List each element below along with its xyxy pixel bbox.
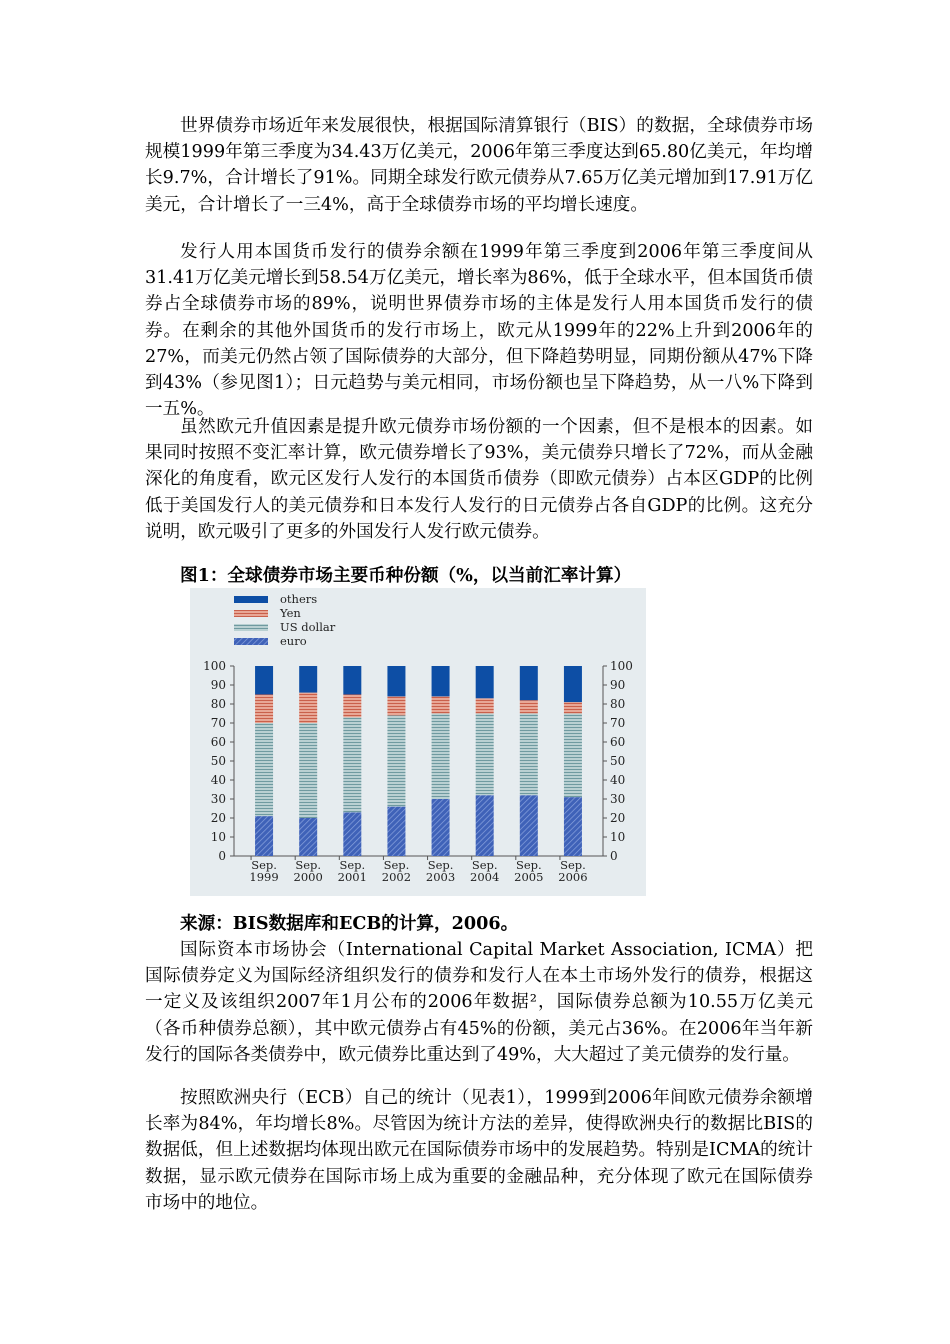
y-tick-label-right: 100 (610, 659, 633, 673)
y-tick-label-left: 0 (218, 849, 226, 863)
y-tick-label-left: 20 (210, 811, 226, 825)
bar-others-sep-2006 (564, 666, 582, 702)
y-tick-label-right: 10 (610, 830, 626, 844)
bar-others-sep-2002 (387, 666, 405, 696)
bar-us-dollar-sep-2005 (520, 714, 538, 796)
y-tick-label-left: 40 (210, 773, 226, 787)
paragraph-5: 按照欧洲央行（ECB）自己的统计（见表1），1999到2006年间欧元债券余额增长率为84%，年均增长8%。尽管因为统计方法的差异，使得欧洲央行的数据比BIS的数据低，但上述数据均体现出欧元在国际债券市场中的发展趋势。特别是ICMA的统计数据，显示欧元债券在国际市场上成为重要的金融品种，充分体现了欧元在国际债券市场中的地位。 (145, 1088, 813, 1213)
y-tick-label-right: 80 (610, 697, 626, 711)
y-tick-label-left: 60 (210, 735, 226, 749)
figure-chart (190, 588, 646, 896)
bar-others-sep-2000 (299, 666, 317, 693)
bar-us-dollar-sep-2002 (387, 715, 405, 806)
bar-others-sep-2001 (343, 666, 361, 695)
y-tick-label-right: 50 (610, 754, 626, 768)
x-tick-label: 2002 (381, 870, 412, 884)
bar-euro-sep-2001 (343, 812, 361, 856)
y-tick-label-left: 30 (210, 792, 226, 806)
bar-us-dollar-sep-2000 (299, 723, 317, 818)
y-tick-label-right: 20 (610, 811, 626, 825)
bar-yen-sep-2004 (476, 698, 494, 713)
legend-swatch-us-dollar (234, 624, 268, 631)
x-tick-label: Sep. (427, 858, 454, 872)
legend-label-us-dollar: US dollar (280, 620, 336, 634)
legend-swatch-euro (234, 638, 268, 645)
chart-svg (190, 588, 646, 896)
y-tick-label-right: 30 (610, 792, 626, 806)
x-tick-label: 1999 (249, 870, 279, 884)
x-tick-label: Sep. (560, 858, 586, 872)
bar-us-dollar-sep-2004 (476, 714, 494, 796)
legend-swatch-yen (234, 610, 268, 617)
bar-us-dollar-sep-2006 (564, 714, 582, 798)
bar-others-sep-2004 (476, 666, 494, 698)
x-tick-label: Sep. (339, 858, 366, 872)
bar-euro-sep-2000 (299, 818, 317, 856)
paragraph-3: 虽然欧元升值因素是提升欧元债券市场份额的一个因素，但不是根本的因素。如果同时按照不变汇率计算，欧元债券增长了93%，美元债券只增长了72%，而从金融深化的角度看，欧元区发行人发行的本国货币债券（即欧元债券）占本区GDP的比例低于美国发行人的美元债券和日本发行人发行的日元债券占各自GDP的比例。这充分说明，欧元吸引了更多的外国发行人发行欧元债券。 (145, 417, 813, 542)
paragraph-1: 世界债券市场近年来发展很快，根据国际清算银行（BIS）的数据，全球债券市场规模1999年第三季度为34.43万亿美元，2006年第三季度达到65.80亿美元，年均增长9.7%，合计增长了91%。同期全球发行欧元债券从7.65万亿美元增加到17.91万亿美元，合计增长了一三4%，高于全球债券市场的平均增长速度。 (145, 116, 813, 215)
bar-euro-sep-2002 (387, 807, 405, 856)
bar-yen-sep-1999 (255, 695, 273, 724)
legend-swatch-others (234, 596, 268, 603)
bar-others-sep-2005 (520, 666, 538, 700)
y-tick-label-right: 40 (610, 773, 626, 787)
x-tick-label: Sep. (295, 858, 322, 872)
x-tick-label: Sep. (471, 858, 498, 872)
legend-label-euro: euro (280, 634, 307, 648)
bar-others-sep-2003 (432, 666, 450, 696)
paragraph-4: 国际资本市场协会（International Capital Market Association, ICMA）把国际债券定义为国际经济组织发行的债券和发行人在本土市场外发行的债券，根据这一定义及该组织2007年1月公布的2006年数据²，国际债券总额为10.55万亿美元（各币种债券总额），其中欧元债券占有45%的份额，美元占36%。在2006年当年新发行的国际各类债券中，欧元债券比重达到了49%，大大超过了美元债券的发行量。 (145, 940, 813, 1065)
y-tick-label-left: 100 (203, 659, 226, 673)
bar-euro-sep-2005 (520, 795, 538, 856)
chart-x-labels (249, 858, 587, 884)
y-tick-label-right: 0 (610, 849, 618, 863)
legend-label-others: others (280, 592, 318, 606)
y-tick-label-left: 80 (210, 697, 226, 711)
paragraph-2: 发行人用本国货币发行的债券余额在1999年第三季度到2006年第三季度间从31.41万亿美元增长到58.54万亿美元，增长率为86%，低于全球水平，但本国货币债券占全球债券市场的89%，说明世界债券市场的主体是发行人用本国货币发行的债券。在剩余的其他外国货币的发行市场上，欧元从1999年的22%上升到2006年的27%，而美元仍然占领了国际债券的大部分，但下降趋势明显，同期份额从47%下降到43%（参见图1）；日元趋势与美元相同，市场份额也呈下降趋势，从一八%下降到一五%。 (145, 242, 813, 420)
x-tick-label: 2005 (514, 870, 544, 884)
bar-us-dollar-sep-1999 (255, 723, 273, 816)
figure-caption: 图1：全球债券市场主要币种份额（%，以当前汇率计算） (180, 565, 632, 586)
bar-yen-sep-2003 (432, 696, 450, 713)
bar-yen-sep-2001 (343, 695, 361, 718)
legend-label-yen: Yen (280, 606, 301, 620)
y-tick-label-right: 70 (610, 716, 626, 730)
x-tick-label: 2003 (425, 870, 456, 884)
bar-yen-sep-2006 (564, 702, 582, 713)
x-tick-label: 2004 (470, 870, 500, 884)
x-tick-label: Sep. (515, 858, 542, 872)
x-tick-label: 2000 (293, 870, 323, 884)
bar-euro-sep-2004 (476, 795, 494, 856)
figure-source: 来源：BIS数据库和ECB的计算，2006。 (180, 913, 519, 934)
chart-bars (251, 666, 582, 860)
bar-euro-sep-2006 (564, 797, 582, 856)
x-tick-label: 2006 (558, 870, 588, 884)
y-tick-label-left: 10 (210, 830, 226, 844)
bar-us-dollar-sep-2003 (432, 714, 450, 800)
bar-yen-sep-2002 (387, 696, 405, 715)
x-tick-label: Sep. (383, 858, 410, 872)
y-tick-label-right: 60 (610, 735, 626, 749)
y-tick-label-left: 50 (210, 754, 226, 768)
bar-euro-sep-2003 (432, 799, 450, 856)
bar-others-sep-1999 (255, 666, 273, 695)
x-tick-label: 2001 (337, 870, 367, 884)
bar-yen-sep-2000 (299, 693, 317, 723)
y-tick-label-left: 70 (210, 716, 226, 730)
bar-euro-sep-1999 (255, 816, 273, 856)
chart-legend (234, 592, 336, 648)
y-tick-label-right: 90 (610, 678, 626, 692)
bar-yen-sep-2005 (520, 700, 538, 713)
y-tick-label-left: 90 (210, 678, 226, 692)
bar-us-dollar-sep-2001 (343, 717, 361, 812)
x-tick-label: Sep. (251, 858, 277, 872)
